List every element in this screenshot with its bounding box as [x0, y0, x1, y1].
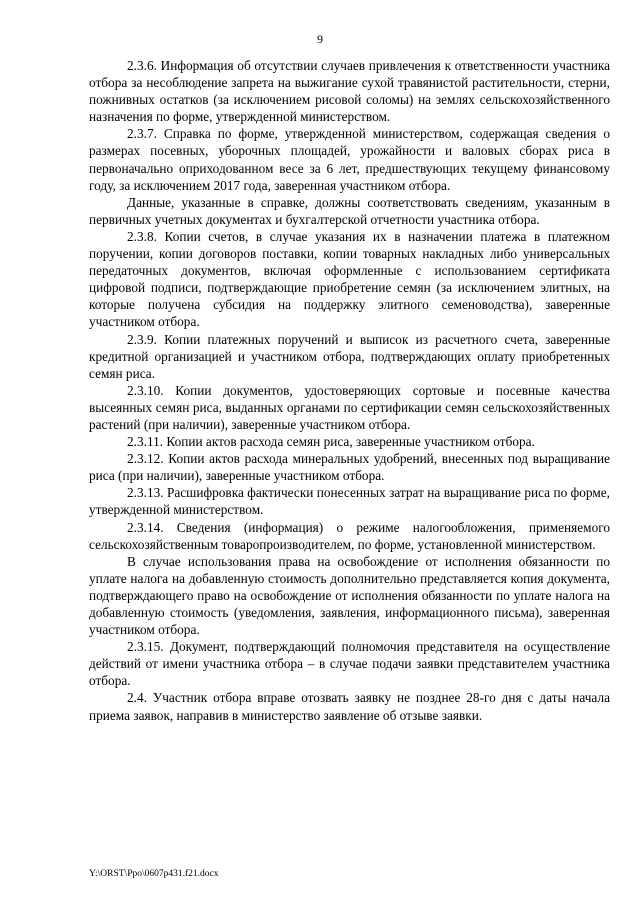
paragraph-2-3-8: 2.3.8. Копии счетов, в случае указания их в назначении платежа в платежном поручении, копии договоров поставки, копии товарных накладных либо универсальных передаточных документов, включая оформленные с использованием сертификата цифровой подписи, подтверждающие приобретение семян (за исключением элитных, на которые получена субсидия на поддержку элитного семеноводства), заверенные участником отбора. — [89, 228, 610, 330]
paragraph-2-3-15: 2.3.15. Документ, подтверждающий полномочия представителя на осуществление действий от имени участника отбора – в случае подачи заявки представителем участника отбора. — [89, 639, 610, 689]
page-number: 9 — [317, 32, 323, 46]
paragraph-2-3-9: 2.3.9. Копии платежных поручений и выписок из расчетного счета, заверенные кредитной организацией и участником отбора, подтверждающих оплату приобретенных семян риса. — [89, 331, 610, 381]
paragraph-2-3-12: 2.3.12. Копии актов расхода минеральных удобрений, внесенных под выращивание риса (при наличии), заверенные участником отбора. — [89, 451, 610, 484]
document-body — [89, 57, 610, 724]
paragraph-2-4: 2.4. Участник отбора вправе отозвать заявку не позднее 28-го дня с даты начала приема заявок, направив в министерство заявление об отзыве заявки. — [89, 690, 610, 723]
paragraph-2-3-10: 2.3.10. Копии документов, удостоверяющих сортовые и посевные качества высеянных семян риса, выданных органами по сертификации семян сельскохозяйственных растений (при наличии), заверенные участником отбора. — [89, 382, 610, 432]
paragraph-2-3-14: 2.3.14. Сведения (информация) о режиме налогообложения, применяемого сельскохозяйственным товаропроизводителем, по форме, установленной министерством. — [89, 519, 610, 552]
paragraph-2-3-6: 2.3.6. Информация об отсутствии случаев привлечения к ответственности участника отбора за несоблюдение запрета на выжигание сухой травянистой растительности, стерни, пожнивных остатков (за исключением рисовой соломы) на землях сельскохозяйственного назначения по форме, утвержденной министерством. — [89, 58, 610, 125]
paragraph-2-3-11: 2.3.11. Копии актов расхода семян риса, заверенные участником отбора. — [127, 434, 535, 450]
paragraph-2-3-13: 2.3.13. Расшифровка фактически понесенных затрат на выращивание риса по форме, утвержденной министерством. — [89, 485, 610, 518]
file-path-footer: Y:\ORST\Ppo\0607p431.f21.docx — [89, 869, 219, 879]
paragraph-2-3-7: 2.3.7. Справка по форме, утвержденной министерством, содержащая сведения о размерах посевных, уборочных площадей, урожайности и валовых сборах риса в первоначально оприходованном весе за 6 лет, предшествующих текущему финансовому году, за исключением 2017 года, заверенная участником отбора. — [89, 126, 610, 193]
paragraph-data-requirement: Данные, указанные в справке, должны соответствовать сведениям, указанным в первичных учетных документах и бухгалтерской отчетности участника отбора. — [89, 194, 610, 227]
paragraph-vat-exemption: В случае использования права на освобождение от исполнения обязанности по уплате налога на добавленную стоимость дополнительно представляется копия документа, подтверждающего право на освобождение от исполнения обязанности по уплате налога на добавленную стоимость (уведомления, заявления, информационного письма), заверенная участником отбора. — [89, 553, 610, 638]
